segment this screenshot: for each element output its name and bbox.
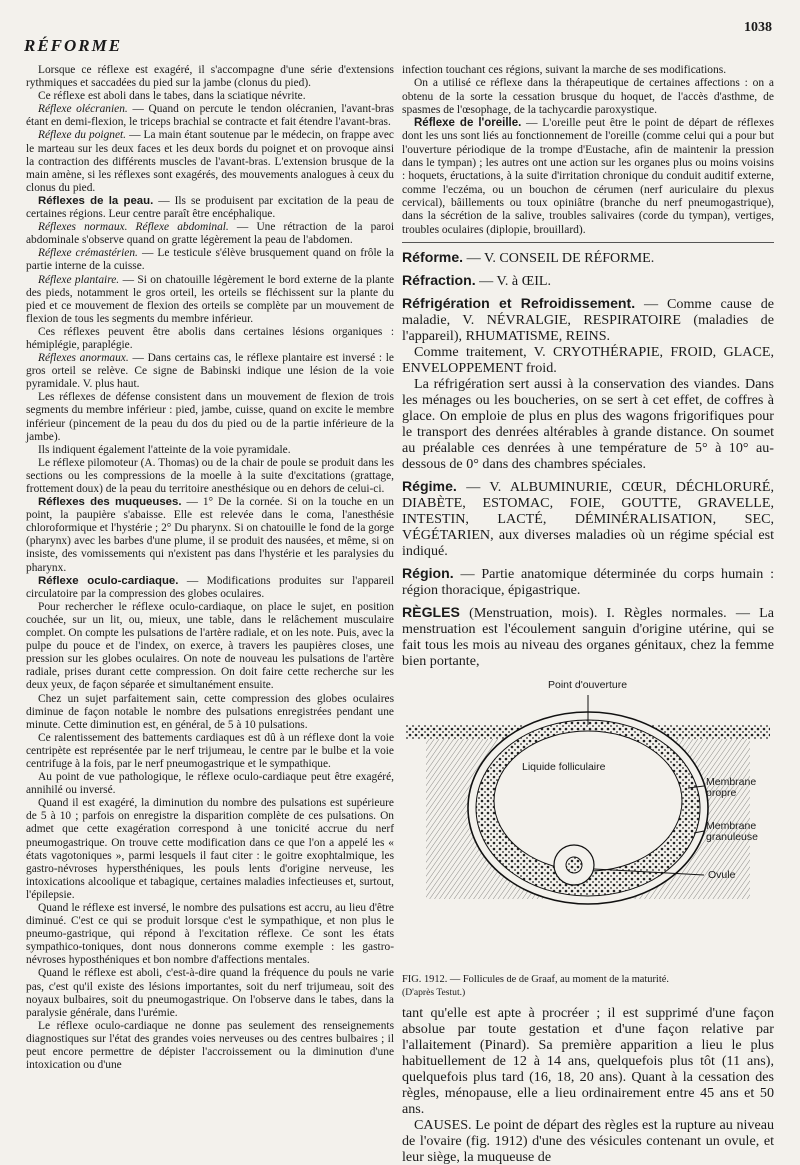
paragraph: Les réflexes de défense consistent dans un mouvement de flexion de trois segments du membre inférieur : pied, jambe, cuisse, quand on excite le membre inférieur (pincement de la peau du dos du pied ou de la partie inférieure de la jambe). — [26, 391, 394, 443]
paragraph: Réflexes des muqueuses. — 1° De la cornée. Si on la touche en un point, la paupière s'abaisse. Elle est relevée dans le coma, l'anesthésie chloroformique et l'hystérie ; 2° Du pharynx. Si on chatouille le fond de la gorge (pharynx) avec les barbes d'une plume, il se produit des nausées, et même, si on insiste, des vomissements qui n'existent pas dans l'hystérie et les paralysies du pharynx. — [26, 496, 394, 574]
paragraph: tant qu'elle est apte à procréer ; il est supprimé d'une façon absolue par toute gestation et d'une façon relative par l'allaitement (Pinard). Sa première apparition a lieu le plus habituellement de 12 à 14 ans, quelquefois plus tôt (11 ans), quelquefois plus tard (16, 18, 20 ans). Quant à la cessation des règles, ménopause, elle a lieu ordinairement entre 45 ans et 50 ans. — [402, 1005, 774, 1118]
article-reforme: Réforme. — V. CONSEIL DE RÉFORME. — [402, 248, 655, 266]
right-column — [402, 64, 775, 1165]
divider — [402, 242, 774, 243]
article-regime: Régime. — V. ALBUMINURIE, CŒUR, DÉCHLORURÉ, DIABÈTE, ESTOMAC, FOIE, GOUTTE, GRAVELLE, INTESTIN, LACTÉ, DÉMINÉRALISATION, SEC, VÉGÉTARIEN, aux diverses maladies où un régime spécial est indiqué. — [402, 477, 774, 559]
paragraph: Le réflexe pilomoteur (A. Thomas) ou de la chair de poule se produit dans les sections ou les compressions de la moelle à la suite d'excitations (grattage, frottement doux) de la peau du territoire anesthésique ou en dehors de celui-ci. — [26, 456, 394, 495]
paragraph: Réflexes de la peau. — Ils se produisent par excitation de la peau de certaines régions. Leur centre paraît être encéphalique. — [26, 194, 394, 221]
paragraph: Ce réflexe est aboli dans le tabes, dans la sciatique névrite. — [38, 90, 306, 103]
paragraph: Pour rechercher le réflexe oculo-cardiaque, on place le sujet, en position couchée, sur un lit, ou, mieux, une table, dans le relâchement musculaire complet. On compte les pulsations de l'artère radiale, et on les note. Puis, avec la pulpe du pouce et de l'index, on exerce, à travers les paupières closes, une pression sur les globes oculaires. On note de nouveau les pulsations de l'artère radiale, prises durant cette compression. On doit faire cette recherche sur les deux yeux, de façon séparée et simultanément ensuite. — [26, 600, 394, 692]
paragraph: Réflexes normaux. Réflexe abdominal. — Une rétraction de la paroi abdominale s'observe quand on gratte légèrement la peau de l'abdomen. — [26, 221, 394, 247]
paragraph: Réflexe oculo-cardiaque. — Modifications produites sur l'appareil circulatoire par la compression des globes oculaires. — [26, 574, 394, 600]
paragraph: Quand le réflexe est aboli, c'est-à-dire quand la fréquence du pouls ne varie pas, c'est qu'il existe des lésions importantes, soit du nerf trijumeau, soit des noyaux bulbaires, soit du pneumogastrique. On l'observe dans le tabes, dans la paralysie générale, dans l'urémie. — [26, 967, 394, 1019]
paragraph: Quand le réflexe est inversé, le nombre des pulsations est accru, au lieu d'être diminué. C'est ce qui se produit lorsque c'est le sympathique, et non plus le pneumo-gastrique, qui répond à l'excitation réflexe. Ce sont les états sympathico-toniques, dont nous donnerons comme exemple : les gastro-névroses hyposthéniques et bon nombre d'affections mentales. — [26, 902, 394, 967]
paragraph: Réflexes anormaux. — Dans certains cas, le réflexe plantaire est inversé : le gros orteil se relève. Ce signe de Babinski indique une lésion de la voie pyramidale. V. plus haut. — [26, 352, 394, 391]
paragraph: Réflexe de l'oreille. — L'oreille peut être le point de départ de réflexes dont les uns sont liés au fonctionnement de l'oreille (comme celui qui a pour but l'ouverture périodique de la trompe d'Eustache, afin de maintenir la pression dans le tympan) ; les autres ont une action sur les organes plus ou moins voisins : hoquets, éructations, à la suite d'irritation chronique du conduit auditif externe, comme l'eczéma, ou un bouchon de cérumen (nerf auriculaire du plexus cervical), bâillements ou toux opiniâtre (branche du nerf pneumogastrique), dans la sécrétion de la salive, troubles salivaires (corde du tympan), vertiges, troubles oculaires (diplopie, brouillard). — [402, 117, 774, 236]
articles — [402, 249, 774, 669]
article-region: Région. — Partie anatomique déterminée du corps humain : région thoracique, épigastrique. — [402, 564, 774, 598]
article-regles: RÈGLES (Menstruation, mois). I. Règles normales. — La menstruation est l'écoulement sanguin d'origine utérine, qui se fait tous les mois au niveau des organes génitaux, chez la femme bien portante, — [402, 603, 775, 669]
paragraph: Réflexe du poignet. — La main étant soutenue par le médecin, on frappe avec le marteau sur les deux faces et les deux bords du poignet et on provoque ainsi la contraction des différents muscles de l'avant-bras. L'extension brusque de la main amène, si les réflexes sont exagérés, des mouvements analogues à ceux du clonus du pied. — [26, 129, 394, 194]
label-ovule: Ovule — [708, 868, 736, 881]
paragraph: Lorsque ce réflexe est exagéré, il s'accompagne d'une série d'extensions rythmiques et saccadées du pied sur la jambe (clonus du pied). — [26, 64, 394, 90]
label-membrane-propre: Membrane propre — [706, 775, 757, 799]
paragraph: On a utilisé ce réflexe dans la thérapeutique de certaines affections : on a obtenu de la sorte la cessation brusque du hoquet, de l'accès d'asthme, de spasmes de l'œsophage, de la tachycardie paroxystique. — [402, 77, 774, 116]
paragraph: Réflexe crémastérien. — Le testicule s'élève brusquement quand on frôle la partie interne de la cuisse. — [26, 247, 394, 273]
page-header — [0, 0, 800, 60]
paragraph: Réflexe plantaire. — Si on chatouille légèrement le bord externe de la plante des pieds, notamment le gros orteil, les orteils se fléchissent sur la plante du pied et ce mouvement de flexion des orteils se complète par un mouvement de flexion de tous les segments du membre inférieur. — [26, 273, 395, 325]
figure-caption: FIG. 1912. — Follicules de de Graaf, au moment de la maturité. — [402, 973, 669, 985]
article-refrigeration: Réfrigération et Refroidissement. — Comme cause de maladie, V. NÉVRALGIE, RESPIRATOIRE (maladies de l'appareil), RHUMATISME, REINS. — [402, 294, 774, 344]
label-point-ouverture: Point d'ouverture — [548, 678, 628, 691]
label-liquide-folliculaire: Liquide folliculaire — [522, 760, 606, 773]
paragraph: Ce ralentissement des battements cardiaques est dû à un réflexe dont la voie centripète est représentée par le nerf trijumeau, le centre par le bulbe et la voie centrifuge à la fois, par le nerf pneumogastrique et le sympathique. — [26, 731, 394, 770]
figure-graaf-follicle — [402, 673, 774, 973]
paragraph: Le réflexe oculo-cardiaque ne donne pas seulement des renseignements diagnostiques sur l'état des grandes voies nerveuses ou des centres bulbaires ; il peut encore permettre de dépister l'accroissement ou la diminution d'une intoxication ou d'une — [26, 1019, 394, 1072]
paragraph: Quand il est exagéré, la diminution du nombre des pulsations est supérieure de 5 à 10 ; parfois on enregistre la disparition complète de ces pulsations. On admet que cette exagération correspond à une tonicité accrue du nerf pneumogastrique. On trouve cette modification dans ce que l'on a appelé les « états vagotoniques », parmi lesquels il faut citer : le goitre exophtalmique, les gastro-névroses hypersthéniques, les pouls lents d'origine nerveuse, les intoxications alcoolique et tabagique, certaines maladies infectieuses et, surtout, l'épilepsie. — [26, 797, 394, 901]
paragraph: infection touchant ces régions, suivant la marche de ses modifications. — [402, 64, 727, 76]
left-column — [26, 64, 394, 1146]
running-title: RÉFORME — [24, 36, 123, 55]
paragraph: Ils indiquent également l'atteinte de la voie pyramidale. — [38, 443, 291, 456]
label-membrane-granuleuse: Membrane granuleuse — [706, 819, 758, 843]
paragraph: La réfrigération sert aussi à la conservation des viandes. Dans les ménages ou les boucheries, on se sert à cet effet, de coffres à glace. On emploie de plus en plus des wagons frigorifiques pour le transport des denrées altérables à grande distance. On soumet au préalable ces denrées à une température de 5° à 10° au-dessous de 0° dans des chambres spéciales. — [402, 375, 774, 472]
articles-continued — [402, 1005, 774, 1165]
paragraph: Ces réflexes peuvent être abolis dans certaines lésions organiques : hémiplégie, paraplégie. — [26, 325, 394, 351]
article-refraction: Réfraction. — V. à ŒIL. — [402, 271, 552, 289]
page-number: 1038 — [744, 20, 772, 35]
figure-credit: (D'après Testut.) — [402, 987, 466, 999]
paragraph: Réflexe olécranien. — Quand on percute le tendon olécranien, l'avant-bras étant en demi-flexion, le triceps brachial se contracte et fait étendre l'avant-bras. — [26, 103, 394, 129]
paragraph: Chez un sujet parfaitement sain, cette compression des globes oculaires diminue de façon notable le nombre des pulsations enregistrées pendant une minute. Cette diminution est, en général, de 5 à 10 pulsations. — [26, 692, 394, 731]
paragraph: CAUSES. Le point de départ des règles est la rupture au niveau de l'ovaire (fig. 1912) d'une des vésicules contenant un ovule, et leur siège, la muqueuse de — [402, 1117, 775, 1165]
paragraph: Au point de vue pathologique, le réflexe oculo-cardiaque peut être exagéré, annihilé ou inversé. — [26, 771, 394, 797]
paragraph: Comme traitement, V. CRYOTHÉRAPIE, FROID, GLACE, ENVELOPPEMENT froid. — [402, 343, 774, 376]
